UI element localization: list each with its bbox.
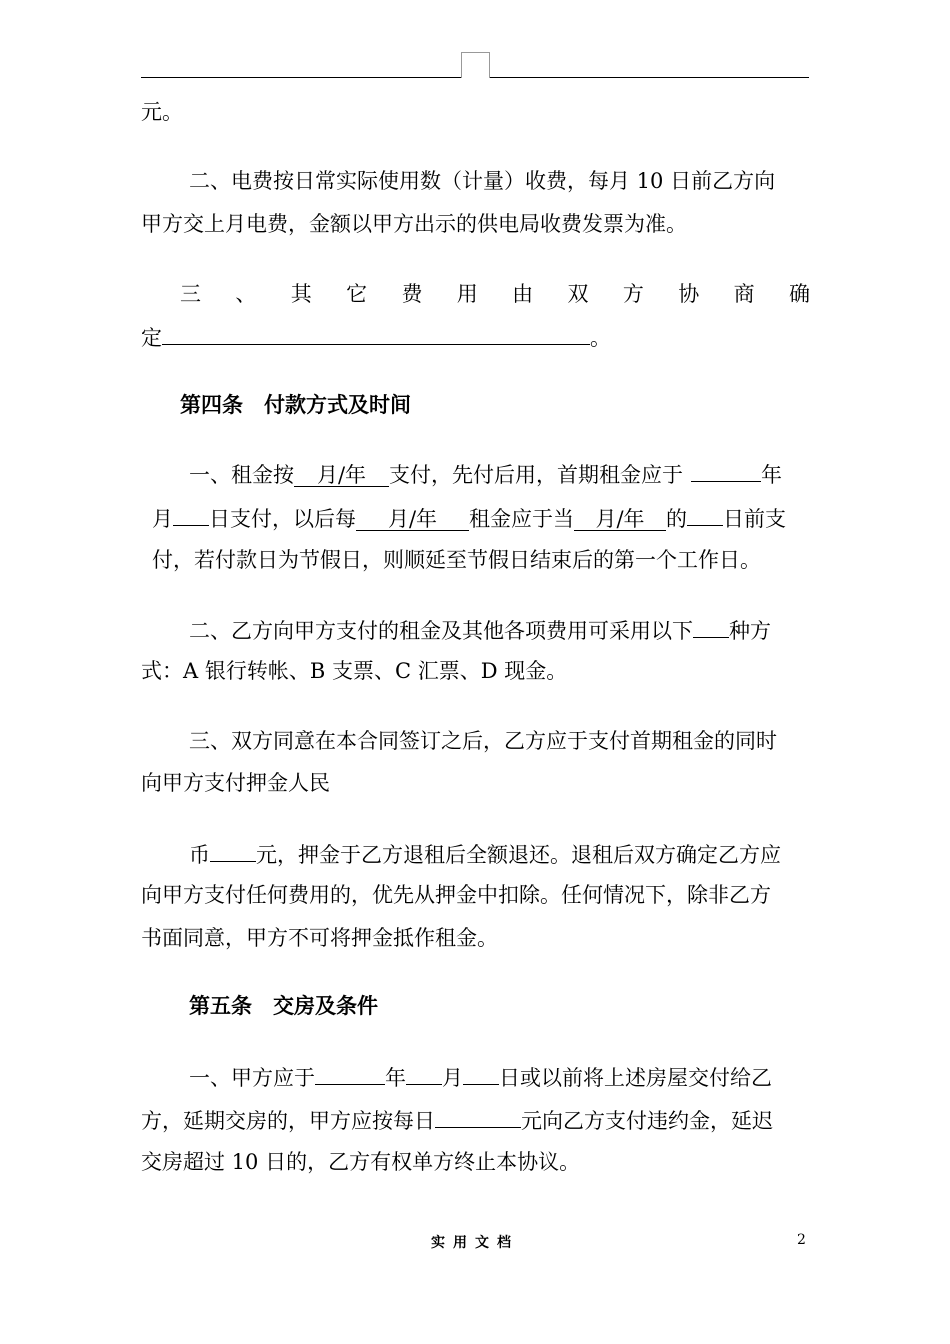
text-fragment: 方，延期交房的，甲方应按每日 [141, 1109, 435, 1133]
text-char: 费 [401, 282, 423, 306]
text-fragment: 日或以前将上述房屋交付给乙 [499, 1066, 772, 1090]
text-char: 其 [290, 282, 312, 306]
text-fragment: 日支付，以后每 [209, 507, 356, 531]
blank-underline [435, 1105, 521, 1128]
text-char: 方 [622, 282, 644, 306]
text-line: 二、电费按日常实际使用数（计量）收费，每月 10 日前乙方向 [189, 169, 776, 193]
text-line [189, 839, 781, 869]
text-fragment: 种方 [729, 619, 771, 643]
text-line: 向甲方支付押金人民 [141, 771, 330, 795]
blank-underline [173, 503, 209, 526]
text-char: 协 [678, 282, 700, 306]
section-heading: 第五条 交房及条件 [189, 993, 378, 1018]
text-fragment: 一、甲方应于 [189, 1066, 315, 1090]
text-line [141, 1105, 773, 1135]
text-line [189, 1062, 772, 1092]
text-line: 书面同意，甲方不可将押金抵作租金。 [141, 926, 498, 950]
text-line [141, 322, 611, 352]
section-heading: 第四条 付款方式及时间 [180, 392, 411, 417]
text-fragment: 年 [385, 1066, 406, 1090]
text-char: 用 [456, 282, 478, 306]
text-fragment: 租金应于当 [469, 507, 574, 531]
text-line [152, 503, 786, 533]
blank-underline [210, 839, 256, 862]
text-char: 它 [346, 282, 368, 306]
text-fragment: 元向乙方支付违约金，延迟 [521, 1109, 773, 1133]
text-line [189, 615, 771, 645]
text-line [189, 459, 782, 489]
blank-underline [463, 1062, 499, 1085]
text-char: 、 [235, 282, 257, 306]
footer-label: 实用文档 [431, 1235, 519, 1251]
spread-line [180, 280, 810, 308]
text-char: 双 [567, 282, 589, 306]
text-fragment: 年 [761, 463, 782, 487]
text-fragment: 的 [666, 507, 687, 531]
text-char: 三 [180, 282, 201, 306]
text-fragment: 一、租金按 [189, 463, 294, 487]
text-fragment: 二、乙方向甲方支付的租金及其他各项费用可采用以下 [189, 619, 693, 643]
text-fragment: 月 [442, 1066, 463, 1090]
text-line: 向甲方支付任何费用的，优先从押金中扣除。任何情况下，除非乙方 [141, 883, 771, 907]
blank-underline: 月/年 [356, 508, 469, 531]
text-fragment: 元，押金于乙方退租后全额退还。退租后双方确定乙方应 [256, 843, 781, 867]
text-fragment: 定 [141, 326, 162, 350]
blank-underline [162, 322, 590, 345]
text-char: 商 [733, 282, 755, 306]
text-fragment: 币 [189, 843, 210, 867]
text-fragment: 月 [152, 507, 173, 531]
blank-underline: 月/年 [574, 508, 666, 531]
text-char: 确 [788, 282, 810, 306]
text-char: 由 [512, 282, 534, 306]
text-line: 三、双方同意在本合同签订之后，乙方应于支付首期租金的同时 [189, 729, 777, 753]
text-line: 付，若付款日为节假日，则顺延至节假日结束后的第一个工作日。 [152, 548, 761, 572]
text-line: 交房超过 10 日的，乙方有权单方终止本协议。 [141, 1150, 581, 1174]
text-line: 式：A 银行转帐、B 支票、C 汇票、D 现金。 [141, 659, 568, 683]
text-line: 甲方交上月电费，金额以甲方出示的供电局收费发票为准。 [141, 212, 687, 236]
blank-underline [693, 615, 729, 638]
blank-underline [406, 1062, 442, 1085]
blank-underline [315, 1062, 385, 1085]
text-line: 元。 [141, 100, 183, 124]
text-fragment: 日前支 [723, 507, 786, 531]
page-number: 2 [797, 1232, 806, 1248]
blank-underline: 月/年 [294, 464, 389, 487]
blank-underline [691, 459, 761, 482]
blank-underline [687, 503, 723, 526]
text-fragment: 。 [590, 326, 611, 350]
header-tab-box [461, 52, 490, 78]
text-fragment: 支付，先付后用，首期租金应于 [389, 463, 683, 487]
